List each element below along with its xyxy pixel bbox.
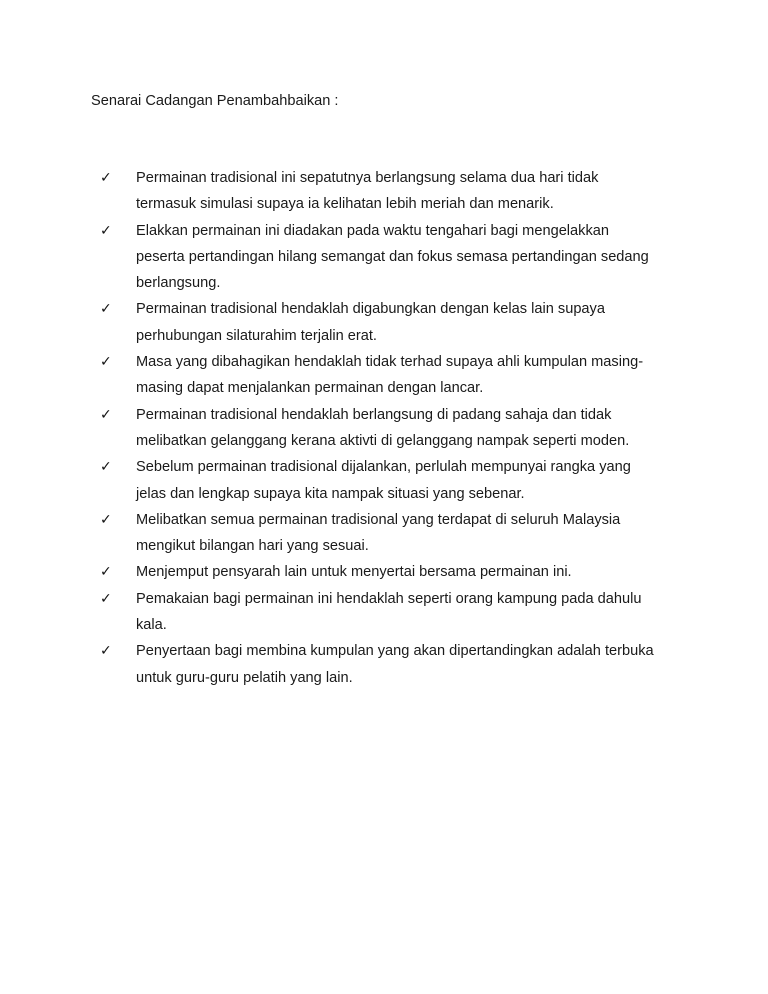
suggestion-item bbox=[100, 638, 685, 691]
suggestion-text-line: Permainan tradisional ini sepatutnya berlangsung selama dua hari tidak bbox=[136, 170, 599, 186]
suggestion-item bbox=[100, 402, 685, 455]
suggestion-text-line: peserta pertandingan hilang semangat dan fokus semasa pertandingan sedang bbox=[136, 248, 649, 265]
suggestion-text-line: Masa yang dibahagikan hendaklah tidak terhad supaya ahli kumpulan masing- bbox=[136, 354, 644, 371]
checkmark-icon: ✓ bbox=[100, 354, 112, 371]
suggestion-item bbox=[100, 586, 685, 639]
suggestion-text-line: Pemakaian bagi permainan ini hendaklah seperti orang kampung pada dahulu bbox=[136, 590, 642, 607]
suggestion-text-line: Permainan tradisional hendaklah berlangsung di padang sahaja dan tidak bbox=[136, 406, 612, 423]
suggestion-item bbox=[100, 507, 685, 560]
suggestion-text-line: untuk guru-guru pelatih yang lain. bbox=[136, 669, 353, 686]
suggestion-text-line: kala. bbox=[136, 617, 167, 634]
suggestion-text-line: Penyertaan bagi membina kumpulan yang akan dipertandingkan adalah terbuka bbox=[136, 643, 654, 660]
suggestion-text-line: jelas dan lengkap supaya kita nampak situasi yang sebenar. bbox=[136, 485, 525, 502]
checkmark-icon: ✓ bbox=[100, 564, 112, 581]
suggestion-text-line: masing dapat menjalankan permainan dengan lancar. bbox=[136, 380, 484, 397]
document-heading: Senarai Cadangan Penambahbaikan : bbox=[91, 93, 339, 109]
suggestion-text-line: Permainan tradisional hendaklah digabungkan dengan kelas lain supaya bbox=[136, 301, 605, 318]
checkmark-icon: ✓ bbox=[100, 222, 112, 239]
suggestion-text-line: perhubungan silaturahim terjalin erat. bbox=[136, 327, 377, 344]
checkmark-icon: ✓ bbox=[100, 459, 112, 476]
suggestion-text-line: Melibatkan semua permainan tradisional yang terdapat di seluruh Malaysia bbox=[136, 511, 621, 528]
suggestion-item bbox=[100, 454, 685, 507]
suggestion-text-line: mengikut bilangan hari yang sesuai. bbox=[136, 538, 369, 555]
checkmark-icon: ✓ bbox=[100, 406, 112, 423]
suggestion-item bbox=[100, 559, 685, 585]
checkmark-icon: ✓ bbox=[100, 301, 112, 318]
suggestion-item bbox=[100, 296, 685, 349]
checkmark-icon: ✓ bbox=[100, 511, 112, 528]
suggestion-list bbox=[100, 165, 685, 691]
checkmark-icon: ✓ bbox=[100, 590, 112, 607]
checkmark-icon: ✓ bbox=[100, 643, 112, 660]
suggestion-text-line: Sebelum permainan tradisional dijalankan, perlulah mempunyai rangka yang bbox=[136, 459, 631, 476]
suggestion-item bbox=[100, 218, 685, 297]
suggestion-text-line: termasuk simulasi supaya ia kelihatan lebih meriah dan menarik. bbox=[136, 196, 554, 213]
suggestion-item bbox=[100, 349, 685, 402]
suggestion-text-line: melibatkan gelanggang kerana aktivti di gelanggang nampak seperti moden. bbox=[136, 432, 630, 449]
suggestion-text-line: Elakkan permainan ini diadakan pada waktu tengahari bagi mengelakkan bbox=[136, 222, 609, 239]
suggestion-item bbox=[100, 165, 685, 218]
suggestion-text-line: berlangsung. bbox=[136, 275, 221, 292]
suggestion-text-line: Menjemput pensyarah lain untuk menyertai bersama permainan ini. bbox=[136, 564, 572, 581]
checkmark-icon: ✓ bbox=[100, 170, 112, 186]
